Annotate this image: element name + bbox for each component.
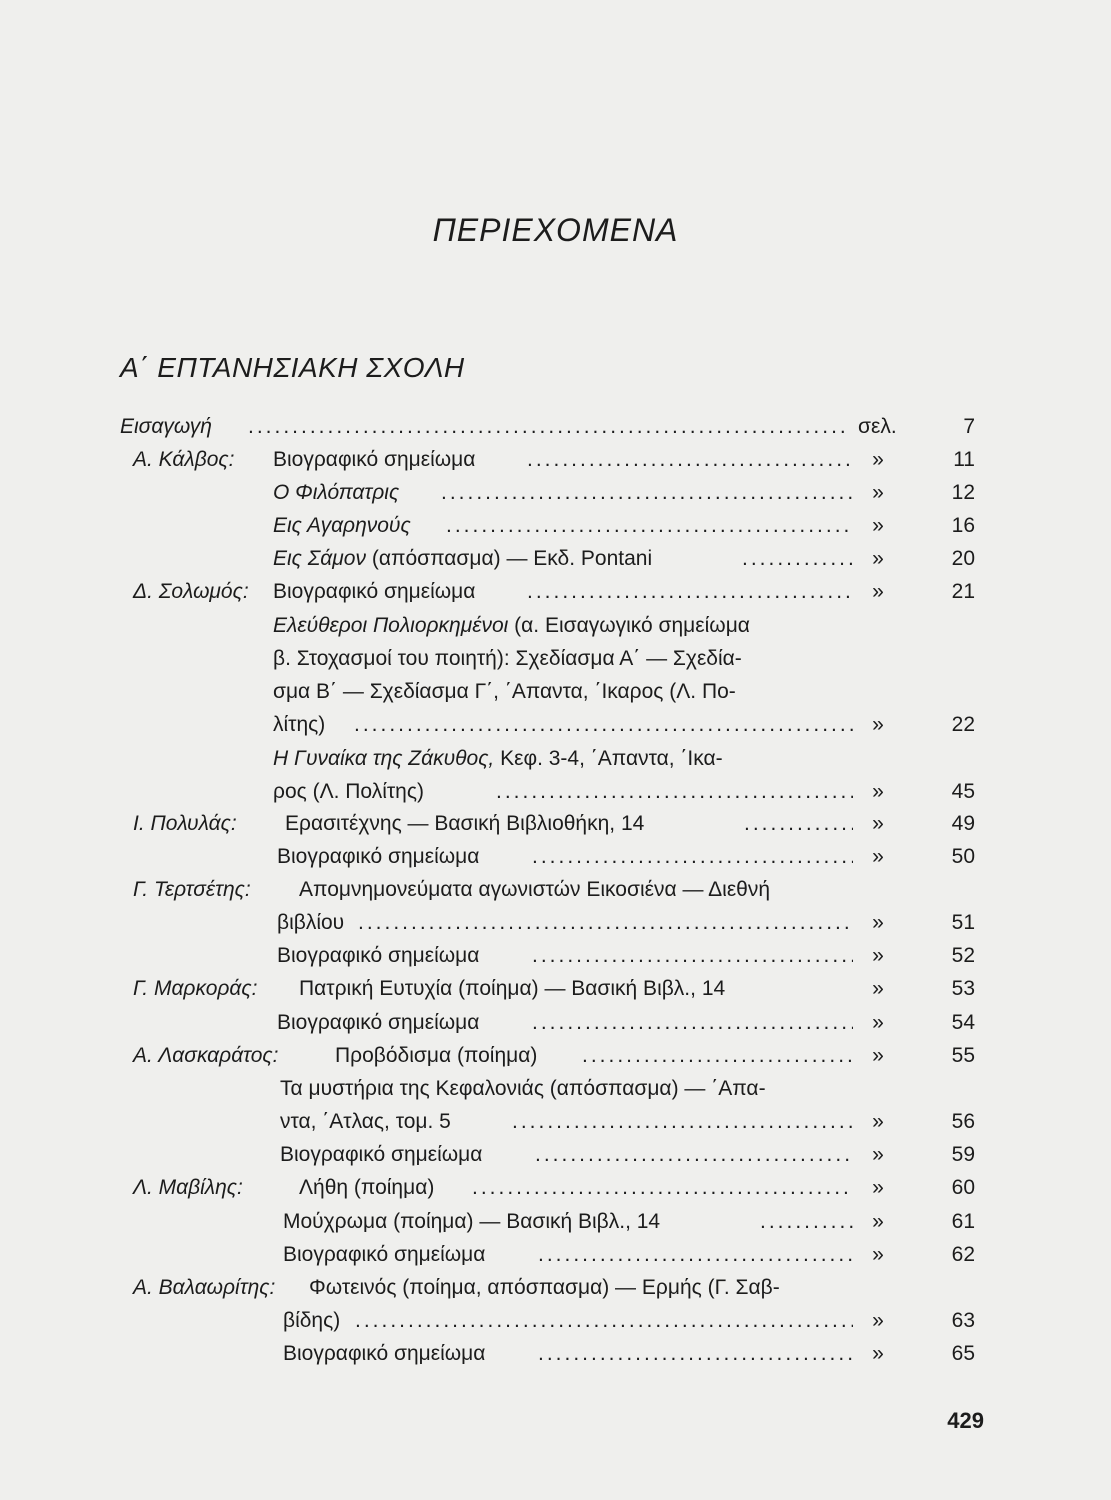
entry-page: 55 [951, 1044, 975, 1067]
dot-leader [527, 576, 853, 608]
dot-leader [472, 1172, 853, 1204]
dot-leader [538, 1338, 853, 1370]
entry-page: 50 [951, 845, 975, 868]
entry-page: 7 [963, 415, 975, 438]
ditto-mark: » [872, 1176, 884, 1199]
toc-entry [0, 1239, 1111, 1271]
toc-entry [0, 1206, 1111, 1238]
dot-leader [496, 776, 853, 808]
entry-page: 16 [951, 514, 975, 537]
toc-entry [0, 543, 1111, 575]
toc-entry [0, 444, 1111, 476]
ditto-mark: » [872, 1309, 884, 1332]
toc-entry [0, 1106, 1111, 1138]
entry-label: Βιογραφικό σημείωμα [283, 1342, 486, 1365]
ditto-mark: » [872, 1143, 884, 1166]
toc-entry [0, 411, 1111, 443]
section-heading: Α΄ ΕΠΤΑΝΗΣΙΑΚΗ ΣΧΟΛΗ [120, 352, 465, 383]
dot-leader [742, 543, 853, 575]
entry-label: ρος (Λ. Πολίτης) [273, 780, 424, 803]
dot-leader [538, 1239, 853, 1271]
toc-entry [0, 940, 1111, 972]
entry-label: Βιογραφικό σημείωμα [273, 448, 476, 471]
ditto-mark: » [872, 812, 884, 835]
entry-author: Α. Βαλαωρίτης: [133, 1276, 276, 1299]
entry-author: Γ. Τερτσέτης: [133, 878, 251, 901]
ditto-mark: » [872, 481, 884, 504]
entry-line: σμα Β΄ — Σχεδίασμα Γ΄, ΄Απαντα, ΄Ικαρος (Λ. Πο- [273, 680, 736, 703]
entry-label: Ερασιτέχνης — Βασική Βιβλιοθήκη, 14 [285, 812, 645, 835]
entry-label: Πατρική Ευτυχία (ποίημα) — Βασική Βιβλ., 14 [299, 977, 726, 1000]
dot-leader [441, 477, 853, 509]
toc-entry [0, 1338, 1111, 1370]
dot-leader [358, 907, 853, 939]
ditto-mark: » [872, 547, 884, 570]
ditto-mark: » [872, 1210, 884, 1233]
toc-entry [0, 776, 1111, 808]
ditto-mark: » [872, 977, 884, 1000]
entry-author: Δ. Σολωμός: [133, 580, 249, 603]
ditto-mark: » [872, 514, 884, 537]
entry-label: Βιογραφικό σημείωμα [273, 580, 476, 603]
entry-page: 59 [951, 1143, 975, 1166]
entry-page: 22 [951, 713, 975, 736]
dot-leader [355, 1305, 853, 1337]
entry-page: 52 [951, 944, 975, 967]
entry-page: 61 [951, 1210, 975, 1233]
dot-leader [446, 510, 853, 542]
entry-page: 12 [951, 481, 975, 504]
toc-entry [0, 1007, 1111, 1039]
entry-page: 49 [951, 812, 975, 835]
ditto-mark: » [872, 1243, 884, 1266]
entry-author: Ι. Πολυλάς: [133, 812, 237, 835]
entry-label: ντα, ΄Ατλας, τομ. 5 [280, 1110, 451, 1133]
entry-page: 20 [951, 547, 975, 570]
entry-label: Βιογραφικό σημείωμα [277, 944, 480, 967]
entry-page: 63 [951, 1309, 975, 1332]
entry-page: 11 [953, 448, 975, 471]
entry-page: 62 [951, 1243, 975, 1266]
toc-entry [0, 874, 1111, 906]
dot-leader [535, 1139, 853, 1171]
toc-entry [0, 1272, 1111, 1304]
toc-entry [0, 576, 1111, 608]
entry-label: βιβλίου [277, 911, 345, 934]
entry-label: Εις Αγαρηνούς [273, 514, 411, 537]
dot-leader [512, 1106, 853, 1138]
entry-line: Φωτεινός (ποίημα, απόσπασμα) — Ερμής (Γ. Σαβ- [309, 1276, 780, 1299]
dot-leader [760, 1206, 853, 1238]
toc-entry [0, 1139, 1111, 1171]
entry-label: λίτης) [273, 713, 326, 736]
toc-entry [0, 1172, 1111, 1204]
entry-label: Εισαγωγή [120, 415, 212, 438]
entry-label: Λήθη (ποίημα) [299, 1176, 435, 1199]
toc-entry [0, 477, 1111, 509]
entry-label: Εις Σάμον (απόσπασμα) — Εκδ. Pontani [273, 547, 653, 570]
entry-page: 56 [951, 1110, 975, 1133]
entry-label: Βιογραφικό σημείωμα [280, 1143, 483, 1166]
ditto-mark: » [872, 1342, 884, 1365]
dot-leader [532, 841, 853, 873]
ditto-mark: » [872, 1044, 884, 1067]
entry-label: Προβόδισμα (ποίημα) [335, 1044, 538, 1067]
entry-author: Γ. Μαρκοράς: [133, 977, 258, 1000]
toc-entry [0, 1040, 1111, 1072]
entry-line: Ελεύθεροι Πολιορκημένοι (α. Εισαγωγικό σημείωμα [273, 614, 750, 637]
toc-entry [0, 709, 1111, 741]
ditto-mark: » [872, 1011, 884, 1034]
entry-line: Τα μυστήρια της Κεφαλονιάς (απόσπασμα) — ΄Απα- [280, 1077, 766, 1100]
ditto-mark: » [872, 845, 884, 868]
entry-page: 45 [951, 780, 975, 803]
entry-author: Λ. Μαβίλης: [133, 1176, 243, 1199]
ditto-mark: » [872, 580, 884, 603]
ditto-mark: » [872, 1110, 884, 1133]
dot-leader [527, 444, 853, 476]
entry-label: Μούχρωμα (ποίημα) — Βασική Βιβλ., 14 [283, 1210, 661, 1233]
ditto-mark: » [872, 944, 884, 967]
entry-page: 53 [951, 977, 975, 1000]
ditto-mark: » [872, 448, 884, 471]
dot-leader [532, 1007, 853, 1039]
toc-entry [0, 907, 1111, 939]
toc-entry [0, 973, 1111, 1005]
entry-line: Απομνημονεύματα αγωνιστών Εικοσιένα — Διεθνή [299, 878, 771, 901]
toc-entry [0, 841, 1111, 873]
entry-author: Α. Κάλβος: [133, 448, 235, 471]
ditto-mark: » [872, 911, 884, 934]
page-title: ΠΕΡΙΕΧΟΜΕΝΑ [432, 212, 679, 248]
toc-entry [0, 808, 1111, 840]
entry-label: βίδης) [283, 1309, 341, 1332]
dot-leader [582, 1040, 853, 1072]
page-number: 429 [947, 1408, 984, 1433]
entry-line: Η Γυναίκα της Ζάκυθος, Κεφ. 3-4, ΄Απαντα, ΄Ικα- [273, 747, 723, 770]
dot-leader [354, 709, 853, 741]
entry-label: Ο Φιλόπατρις [273, 481, 400, 504]
entry-page: 65 [951, 1342, 975, 1365]
entry-line: β. Στοχασμοί του ποιητή): Σχεδίασμα Α΄ — Σχεδία- [273, 647, 742, 670]
toc-entry [0, 1305, 1111, 1337]
entry-page: 60 [951, 1176, 975, 1199]
entry-label: Βιογραφικό σημείωμα [277, 1011, 480, 1034]
entry-author: Α. Λασκαράτος: [133, 1044, 279, 1067]
page-abbrev: σελ. [858, 415, 897, 438]
entry-page: 54 [951, 1011, 975, 1034]
entry-label: Βιογραφικό σημείωμα [277, 845, 480, 868]
dot-leader [532, 940, 853, 972]
ditto-mark: » [872, 713, 884, 736]
entry-page: 51 [951, 911, 975, 934]
entry-page: 21 [951, 580, 975, 603]
dot-leader [248, 411, 848, 443]
ditto-mark: » [872, 780, 884, 803]
dot-leader [744, 808, 853, 840]
entry-label: Βιογραφικό σημείωμα [283, 1243, 486, 1266]
toc-entry [0, 510, 1111, 542]
